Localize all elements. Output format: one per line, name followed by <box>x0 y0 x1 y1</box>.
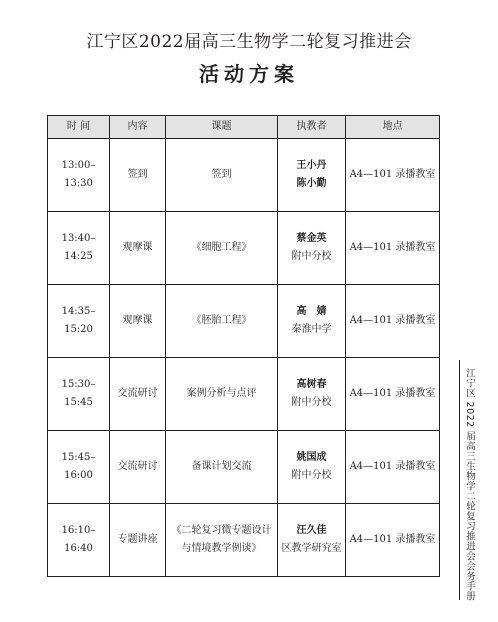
time-cell: 13:40–14:25 <box>48 212 110 285</box>
teacher-name: 蔡金英 <box>296 233 327 244</box>
location-cell: A4—101 录播教室 <box>346 358 440 431</box>
teacher-cell <box>278 285 346 358</box>
teacher-name: 高 婧 <box>296 306 327 317</box>
topic-cell: 备课计划交流 <box>166 431 278 504</box>
time-cell: 14:35–15:20 <box>48 285 110 358</box>
teacher-org: 附中分校 <box>291 251 332 262</box>
table-row <box>48 139 440 212</box>
sidebar-divider <box>459 360 460 600</box>
column-header-location: 地点 <box>346 116 440 139</box>
teacher-cell <box>278 212 346 285</box>
content-cell: 签到 <box>110 139 166 212</box>
location-cell: A4—101 录播教室 <box>346 285 440 358</box>
table-row <box>48 504 440 577</box>
topic-cell: 《胚胎工程》 <box>166 285 278 358</box>
teacher-name: 姚国成 <box>296 452 327 463</box>
content-cell: 专题讲座 <box>110 504 166 577</box>
document-subtitle: 活动方案 <box>199 62 299 86</box>
teacher-cell <box>278 504 346 577</box>
document-title: 江宁区2022届高三生物学二轮复习推进会 <box>86 32 412 52</box>
column-header-content: 内容 <box>110 116 166 139</box>
teacher-org: 陈小勤 <box>296 178 327 189</box>
time-cell: 15:45–16:00 <box>48 431 110 504</box>
teacher-org: 附中分校 <box>291 470 332 481</box>
topic-cell: 《细胞工程》 <box>166 212 278 285</box>
time-cell: 15:30–15:45 <box>48 358 110 431</box>
time-cell: 16:10–16:40 <box>48 504 110 577</box>
teacher-org: 秦淮中学 <box>291 324 332 335</box>
table-row <box>48 431 440 504</box>
content-cell: 观摩课 <box>110 212 166 285</box>
sidebar-label: 江宁区 2022 届高三生物学二轮复习推进会会务手册 <box>464 368 475 602</box>
topic-cell: 案例分析与点评 <box>166 358 278 431</box>
location-cell: A4—101 录播教室 <box>346 504 440 577</box>
teacher-cell <box>278 431 346 504</box>
teacher-cell <box>278 358 346 431</box>
time-cell: 13:00–13:30 <box>48 139 110 212</box>
schedule-table <box>47 115 440 577</box>
teacher-name: 高树春 <box>296 379 327 390</box>
topic-cell: 签到 <box>166 139 278 212</box>
location-cell: A4—101 录播教室 <box>346 139 440 212</box>
teacher-cell <box>278 139 346 212</box>
table-row <box>48 212 440 285</box>
teacher-org: 附中分校 <box>291 397 332 408</box>
teacher-name: 汪久佳 <box>296 525 327 536</box>
content-cell: 交流研讨 <box>110 431 166 504</box>
column-header-time: 时 间 <box>48 116 110 139</box>
table-header-row <box>48 116 440 139</box>
table-row <box>48 285 440 358</box>
location-cell: A4—101 录播教室 <box>346 431 440 504</box>
column-header-teacher: 执教者 <box>278 116 346 139</box>
teacher-org: 区教学研究室 <box>281 543 342 554</box>
teacher-name: 王小丹 <box>296 160 327 171</box>
location-cell: A4—101 录播教室 <box>346 212 440 285</box>
column-header-topic: 课题 <box>166 116 278 139</box>
topic-cell: 《二轮复习微专题设计与情境教学例谈》 <box>166 504 278 577</box>
table-row <box>48 358 440 431</box>
content-cell: 交流研讨 <box>110 358 166 431</box>
content-cell: 观摩课 <box>110 285 166 358</box>
